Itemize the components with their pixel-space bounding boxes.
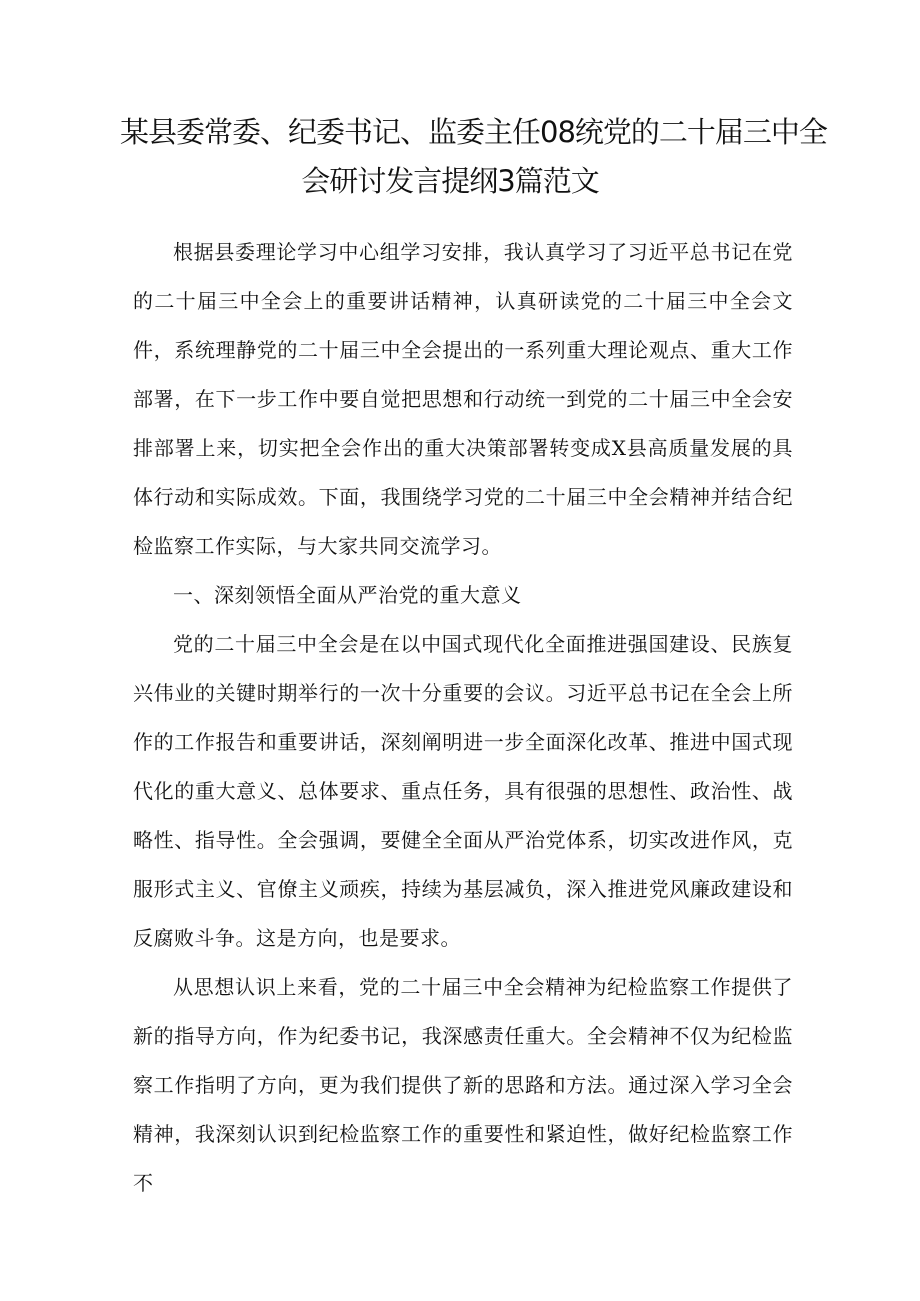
- document-title: [120, 108, 827, 206]
- section1-paragraph-1: 党的二十届三中全会是在以中国式现代化全面推进强国建设、民族复兴伟业的关键时期举行的一次十分重要的会议。习近平总书记在全会上所作的工作报告和重要讲话，深刻阐明进一步全面深化改革、推进中国式现代化的重大意义、总体要求、重点任务，具有很强的思想性、政治性、战略性、指导性。全会强调，要健全全面从严治党体系，切实改进作风，克服形式主义、官僚主义顽疾，持续为基层减负，深入推进党风廉政建设和反腐败斗争。这是方向，也是要求。: [133, 632, 793, 950]
- section-heading-1: 一、深刻领悟全面从严治党的重大意义: [173, 583, 522, 607]
- document-body: [133, 228, 793, 1208]
- title-line-1: 某县委常委、纪委书记、监委主任08统党的二十届三中全: [120, 115, 827, 149]
- intro-paragraph: 根据县委理论学习中心组学习安排，我认真学习了习近平总书记在党的二十届三中全会上的重要讲话精神，认真研读党的二十届三中全会文件，系统理静党的二十届三中全会提出的一系列重大理论观点、重大工作部署，在下一步工作中要自觉把思想和行动统一到党的二十届三中全会安排部署上来，切实把全会作出的重大决策部署转变成X县高质量发展的具体行动和实际成效。下面，我围绕学习党的二十届三中全会精神并结合纪检监察工作实际，与大家共同交流学习。: [133, 240, 793, 558]
- title-line-2: 会研讨发言提纲3篇范文: [301, 164, 599, 198]
- section1-paragraph-2: 从思想认识上来看，党的二十届三中全会精神为纪检监察工作提供了新的指导方向，作为纪委书记，我深感责任重大。全会精神不仅为纪检监察工作指明了方向，更为我们提供了新的思路和方法。通过深入学习全会精神，我深刻认识到纪检监察工作的重要性和紧迫性，做好纪检监察工作不: [133, 975, 793, 1195]
